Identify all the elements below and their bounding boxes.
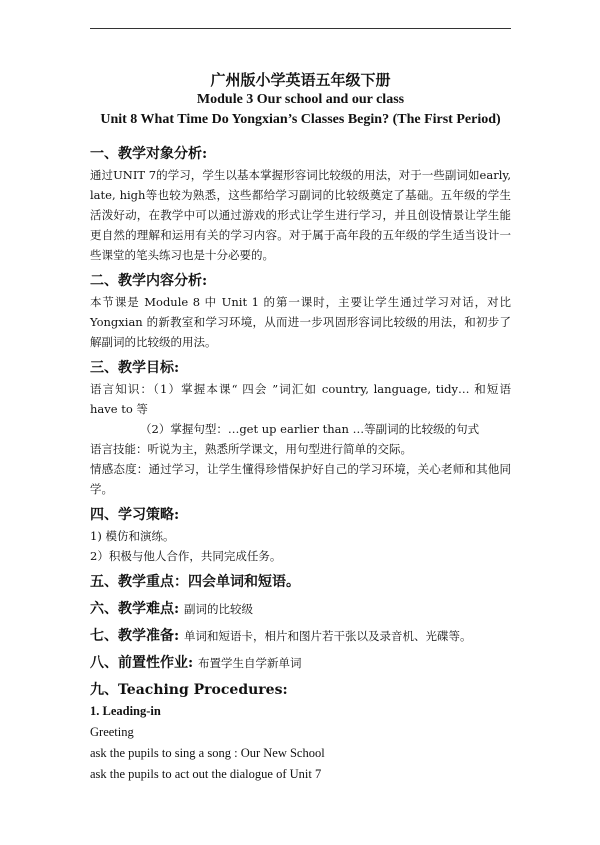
section-row-6 [90, 599, 511, 620]
section-heading-7: 七、教学准备: [90, 628, 180, 644]
procedure-step-1: 1. Leading-in [90, 704, 161, 718]
section-heading-2: 二、教学内容分析: [90, 273, 208, 289]
objective-skill: 语言技能：听说为主，熟悉所学课文，用句型进行简单的交际。 [90, 442, 412, 456]
section-row-7 [90, 626, 511, 647]
section-body-1: 通过UNIT 7的学习，学生以基本掌握形容词比较级的用法，对于一些副词如early, late, high等也较为熟悉，这些都给学习副词的比较级奠定了基础。五年级的学生活泼好动，在教学中可以通过游戏的形式让学生进行学习，并且创设情景让学生能更自然的理解和运用有关的学习内容。对于属于高年段的五年级的学生适当设计一些课堂的笔头练习也是十分必要的。 [90, 168, 511, 262]
strategy-item-1: 1) 模仿和演练。 [90, 529, 175, 543]
procedure-line-3: ask the pupils to act out the dialogue of Unit 7 [90, 767, 322, 781]
doc-title-unit: Unit 8 What Time Do Yongxian’s Classes Begin? (The First Period) [100, 112, 501, 127]
strategy-item-2: 2）积极与他人合作，共同完成任务。 [90, 549, 282, 563]
doc-title-module: Module 3 Our school and our class [196, 92, 405, 107]
preparation-text: 单词和短语卡，相片和图片若干张以及录音机、光碟等。 [184, 629, 472, 643]
section-heading-5: 五、教学重点：四会单词和短语。 [90, 574, 300, 590]
procedure-line-1: Greeting [90, 725, 134, 739]
document-page [90, 70, 511, 785]
difficulty-text: 副词的比较级 [184, 602, 254, 616]
section-heading-4: 四、学习策略: [90, 507, 180, 523]
homework-text: 布置学生自学新单词 [198, 656, 302, 670]
section-heading-1: 一、教学对象分析: [90, 146, 208, 162]
objective-knowledge-1: 语言知识：（1）掌握本课“ 四会 ”词汇如 country, language, tidy… 和短语 have to 等 [90, 382, 511, 416]
section-heading-3: 三、教学目标: [90, 360, 180, 376]
doc-title-chinese: 广州版小学英语五年级下册 [210, 71, 391, 89]
objective-knowledge-2: （2）掌握句型：…get up earlier than …等副词的比较级的句式 [140, 422, 480, 436]
top-rule [90, 28, 511, 29]
objective-attitude: 情感态度：通过学习，让学生懂得珍惜保护好自己的学习环境，关心老师和其他同学。 [90, 462, 511, 496]
section-heading-8: 八、前置性作业: [90, 655, 194, 671]
section-heading-6: 六、教学难点: [90, 601, 180, 617]
section-heading-9: 九、Teaching Procedures: [90, 682, 288, 698]
section-body-2: 本节课是 Module 8 中 Unit 1 的第一课时，主要让学生通过学习对话，对比 Yongxian 的新教室和学习环境，从而进一步巩固形容词比较级的用法，和初步了解副词的比较级的用法。 [90, 295, 511, 349]
section-row-8 [90, 653, 511, 674]
procedure-line-2: ask the pupils to sing a song : Our New School [90, 746, 325, 760]
